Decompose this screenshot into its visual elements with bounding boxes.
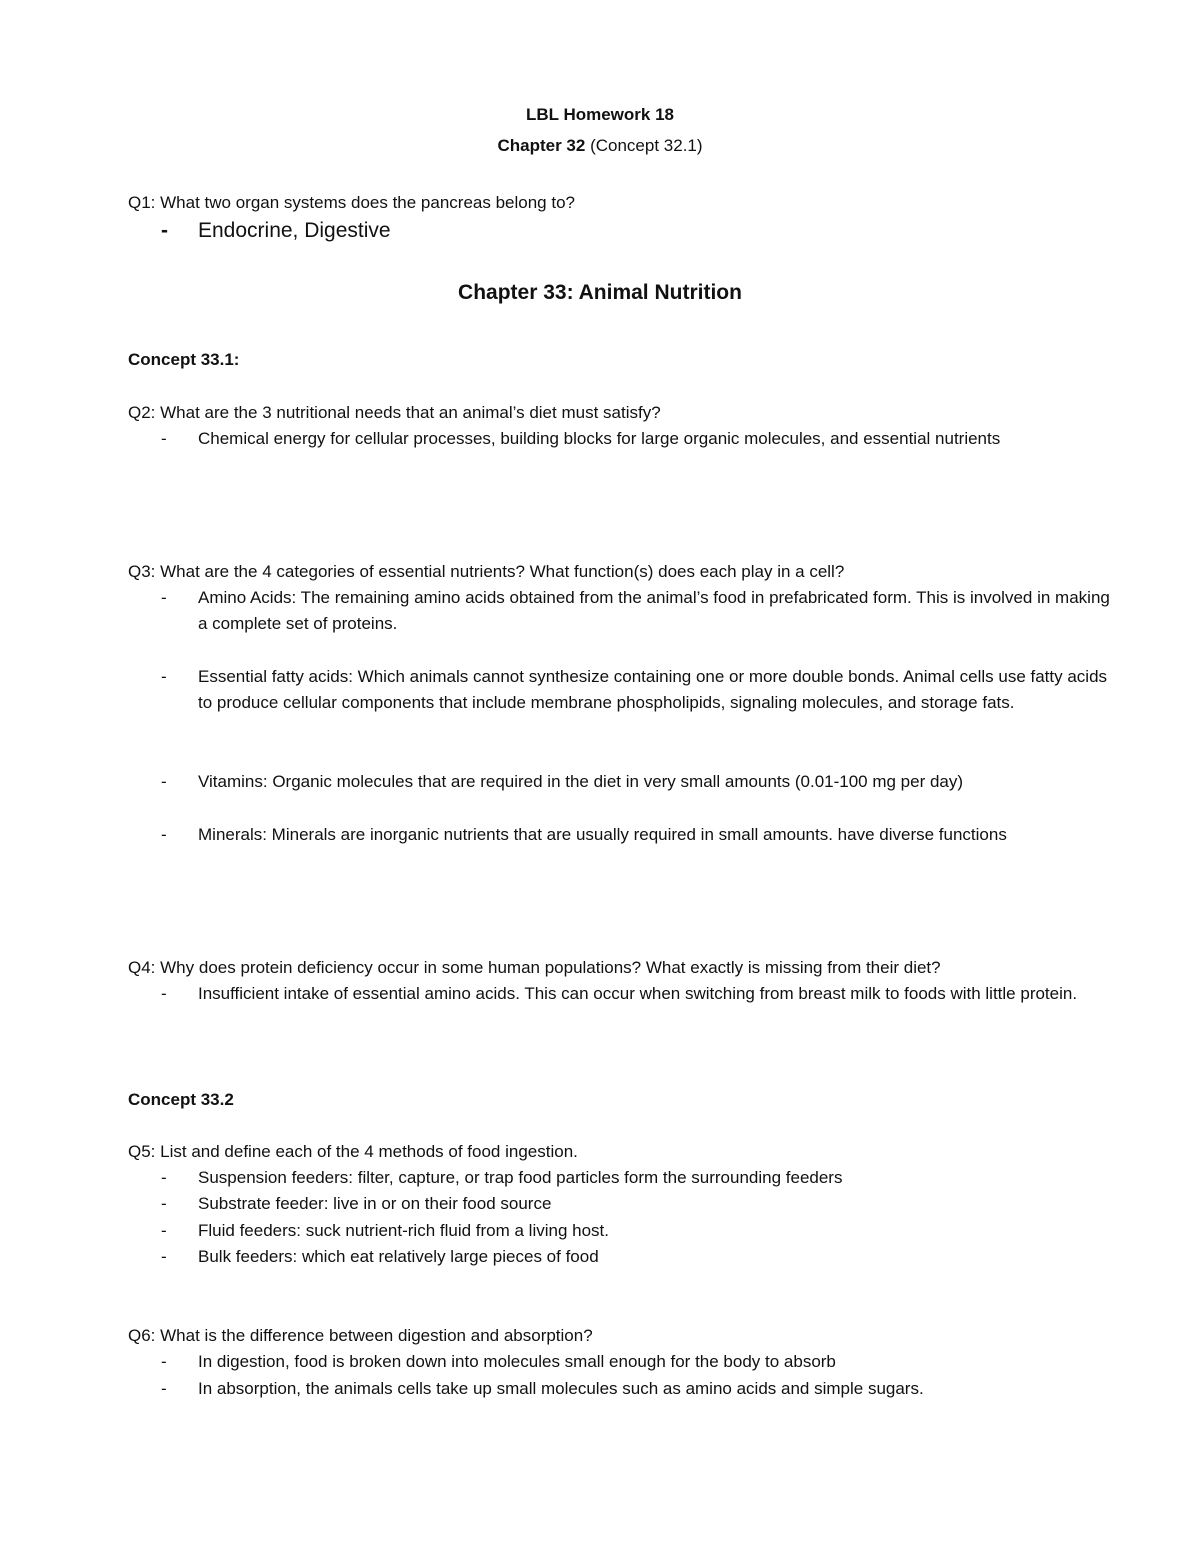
q2-label: Q2: (128, 403, 156, 422)
q3-bullet-4: - (161, 825, 167, 844)
q4-bullet: - (161, 984, 167, 1003)
q4-text: Why does protein deficiency occur in some human populations? What exactly is missing from their diet? (160, 958, 941, 977)
q3-bullet-3: - (161, 772, 167, 791)
q5-bullet-2: - (161, 1194, 167, 1213)
q1-label: Q1: (128, 193, 156, 212)
q6-question (128, 1325, 593, 1347)
q4-question (128, 957, 941, 979)
q2-question (128, 402, 661, 424)
chapter-32-label: Chapter 32 (497, 136, 586, 155)
q3-label: Q3: (128, 562, 156, 581)
q5-bullet-3: - (161, 1221, 167, 1240)
chapter-32-concept: (Concept 32.1) (590, 136, 703, 155)
q4-label: Q4: (128, 958, 156, 977)
q1-bullet: - (161, 219, 168, 242)
q5-answer-bulk: Bulk feeders: which eat relatively large pieces of food (198, 1247, 599, 1266)
q3-answer-vitamins: Vitamins: Organic molecules that are required in the diet in very small amounts (0.01-100 mg per day) (198, 772, 964, 791)
q2-bullet: - (161, 429, 167, 448)
q5-question (128, 1141, 578, 1163)
q6-label: Q6: (128, 1326, 156, 1345)
q1-answer: Endocrine, Digestive (198, 219, 391, 242)
q5-text: List and define each of the 4 methods of food ingestion. (160, 1142, 578, 1161)
chapter-33-heading: Chapter 33: Animal Nutrition (458, 281, 742, 304)
q6-bullet-2: - (161, 1379, 167, 1398)
concept-33-2-heading: Concept 33.2 (128, 1090, 234, 1109)
document-title: LBL Homework 18 (525, 105, 674, 124)
concept-33-1-heading: Concept 33.1: (128, 350, 240, 369)
q2-text: What are the 3 nutritional needs that an animal’s diet must satisfy? (160, 403, 661, 422)
q1-text: What two organ systems does the pancreas belong to? (160, 193, 575, 212)
chapter-32-heading (0, 135, 1200, 157)
q6-bullet-1: - (161, 1352, 167, 1371)
q6-answer-absorption: In absorption, the animals cells take up small molecules such as amino acids and simple sugars. (198, 1379, 924, 1398)
q3-answer-minerals: Minerals: Minerals are inorganic nutrients that are usually required in small amounts. have diverse functions (198, 825, 1007, 844)
q5-label: Q5: (128, 1142, 156, 1161)
q5-bullet-4: - (161, 1247, 167, 1266)
q3-answer-fatty-acids: Essential fatty acids: Which animals cannot synthesize containing one or more double bonds. Animal cells use fatty acids to produce cellular components that include membrane phospholipids, signaling molecules, and storage fats. (198, 667, 1108, 712)
q5-bullet-1: - (161, 1168, 167, 1187)
q3-bullet-1: - (161, 588, 167, 607)
q6-text: What is the difference between digestion and absorption? (160, 1326, 593, 1345)
q3-text: What are the 4 categories of essential nutrients? What function(s) does each play in a cell? (160, 562, 845, 581)
q2-answer-1: Chemical energy for cellular processes, building blocks for large organic molecules, and essential nutrients (198, 429, 1001, 448)
q4-answer: Insufficient intake of essential amino acids. This can occur when switching from breast milk to foods with little protein. (198, 984, 1078, 1003)
q3-bullet-2: - (161, 667, 167, 686)
q3-question (128, 561, 844, 583)
q5-answer-suspension: Suspension feeders: filter, capture, or trap food particles form the surrounding feeders (198, 1168, 843, 1187)
q5-answer-fluid: Fluid feeders: suck nutrient-rich fluid from a living host. (198, 1221, 610, 1240)
q6-answer-digestion: In digestion, food is broken down into molecules small enough for the body to absorb (198, 1352, 836, 1371)
q5-answer-substrate: Substrate feeder: live in or on their food source (198, 1194, 552, 1213)
q1-question (128, 192, 575, 214)
q3-answer-amino-acids: Amino Acids: The remaining amino acids obtained from the animal’s food in prefabricated form. This is involved in making a complete set of proteins. (198, 588, 1110, 633)
